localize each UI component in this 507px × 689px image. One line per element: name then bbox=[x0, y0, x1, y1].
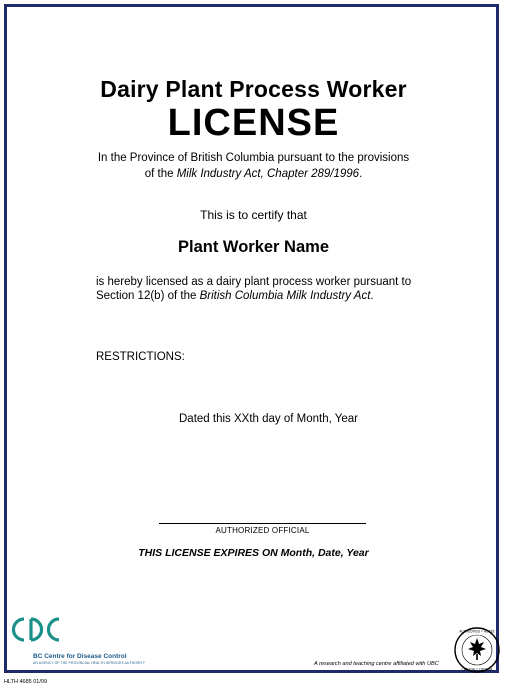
svg-text:ACCREDITED • AGRÉÉ: ACCREDITED • AGRÉÉ bbox=[459, 629, 495, 634]
svg-text:CANADA • CANADA: CANADA • CANADA bbox=[461, 667, 493, 672]
act-reference: Milk Industry Act, Chapter 289/1996 bbox=[176, 168, 360, 180]
expiry-notice: THIS LICENSE EXPIRES ON Month, Date, Year bbox=[138, 547, 369, 559]
license-body-line-1: is hereby licensed as a dairy plant process worker pursuant to bbox=[96, 276, 412, 288]
affiliation-text: A research and teaching centre affiliated with UBC bbox=[314, 661, 439, 667]
form-number: HLTH 4685 01/09 bbox=[4, 679, 48, 685]
org-name: BC Centre for Disease Control bbox=[33, 653, 127, 660]
worker-name: Plant Worker Name bbox=[178, 238, 329, 256]
certificate-title: Dairy Plant Process Worker bbox=[100, 76, 407, 102]
license-heading: LICENSE bbox=[167, 102, 340, 144]
act-reference-2: British Columbia Milk Industry Act bbox=[199, 290, 371, 302]
certify-text: This is to certify that bbox=[200, 208, 307, 222]
signature-label: AUTHORIZED OFFICIAL bbox=[215, 526, 310, 535]
restrictions-label: RESTRICTIONS: bbox=[96, 351, 185, 363]
license-body-line-2: Section 12(b) of the British Columbia Milk Industry Act. bbox=[96, 290, 374, 302]
cdc-logo bbox=[11, 616, 63, 643]
org-subtitle: AN AGENCY OF THE PROVINCIAL HEALTH SERVICES AUTHORITY bbox=[33, 661, 146, 665]
dated-line: Dated this XXth day of Month, Year bbox=[179, 413, 359, 425]
province-line-2: of the Milk Industry Act, Chapter 289/1996. bbox=[144, 168, 363, 180]
signature-line bbox=[159, 523, 366, 524]
province-line-1: In the Province of British Columbia pursuant to the provisions bbox=[97, 152, 410, 164]
accreditation-seal-icon bbox=[453, 626, 501, 674]
